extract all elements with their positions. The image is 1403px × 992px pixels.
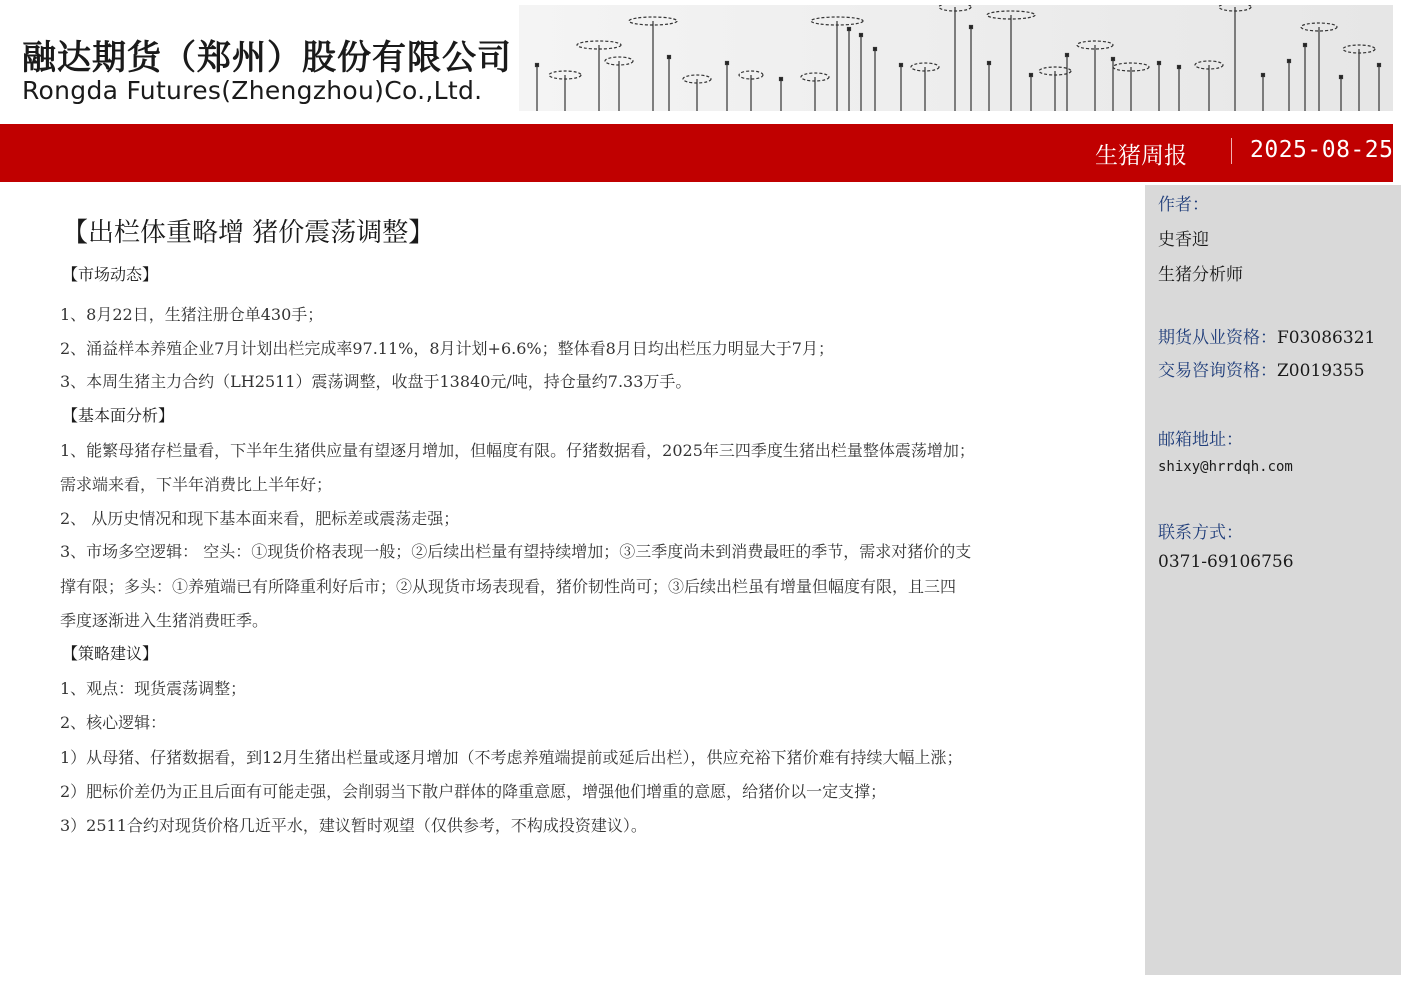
paragraph-line: 2、核心逻辑： [60,713,167,732]
paragraph-line: 1、8月22日，生猪注册仓单430手； [60,305,324,324]
paragraph-line: 2）肥标价差仍为正且后面有可能走强，会削弱当下散户群体的降重意愿，增强他们增重的意愿，给猪价以一定支撑； [60,782,887,801]
paragraph-line: 需求端来看，下半年消费比上半年好； [60,475,333,494]
paragraph-line: 3、市场多空逻辑： 空头：①现货价格表现一般；②后续出栏量有望持续增加；③三季度尚未到消费最旺的季节，需求对猪价的支 [60,542,972,561]
report-type: 生猪周报 [1095,143,1187,169]
author-name: 史香迎 [1158,230,1209,250]
paragraph-line: 3）2511合约对现货价格几近平水，建议暂时观望（仅供参考，不构成投资建议）。 [60,816,647,835]
report-date: 2025-08-25 [1250,137,1394,163]
paragraph-line: 1、能繁母猪存栏量看，下半年生猪供应量有望逐月增加，但幅度有限。仔猪数据看，2025年三四季度生猪出栏量整体震荡增加； [60,441,975,460]
header-divider [1231,138,1232,164]
section-heading-market: 【市场动态】 [62,265,159,284]
paragraph-line: 3、本周生猪主力合约（LH2511）震荡调整，收盘于13840元/吨，持仓量约7.33万手。 [60,372,692,391]
consulting-qualification [1158,356,1365,381]
contact-phone: 0371-69106756 [1158,552,1294,572]
section-heading-fundamentals: 【基本面分析】 [62,406,175,425]
author-sidebar [1145,185,1401,975]
article-title: 【出栏体重略增 猪价震荡调整】 [62,218,435,248]
contact-label: 联系方式： [1158,523,1243,543]
author-title: 生猪分析师 [1158,265,1243,285]
futures-qualification [1158,323,1375,348]
consulting-qualification-value: Z0019355 [1277,361,1365,381]
email-address[interactable]: shixy@hrrdqh.com [1158,459,1293,475]
email-label: 邮箱地址： [1158,430,1243,450]
decorative-banner [519,5,1393,111]
consulting-qualification-label: 交易咨询资格： [1158,361,1277,381]
futures-qualification-value: F03086321 [1277,328,1376,348]
paragraph-line: 2、涌益样本养殖企业7月计划出栏完成率97.11%，8月计划+6.6%；整体看8月日均出栏压力明显大于7月； [60,339,834,358]
paragraph-line: 1）从母猪、仔猪数据看，到12月生猪出栏量或逐月增加（不考虑养殖端提前或延后出栏），供应充裕下猪价难有持续大幅上涨； [60,748,963,767]
paragraph-line: 季度逐渐进入生猪消费旺季。 [60,611,269,630]
company-name-en: Rongda Futures(Zhengzhou)Co.,Ltd. [22,76,483,105]
paragraph-line: 撑有限；多头：①养殖端已有所降重利好后市；②从现货市场表现看，猪价韧性尚可；③后续出栏虽有增量但幅度有限，且三四 [60,577,957,596]
company-name-cn: 融达期货（郑州）股份有限公司 [22,38,512,78]
futures-qualification-label: 期货从业资格： [1158,328,1277,348]
author-label: 作者： [1158,195,1209,215]
section-heading-strategy: 【策略建议】 [62,644,159,663]
paragraph-line: 2、 从历史情况和现下基本面来看，肥标差或震荡走强； [60,509,460,528]
paragraph-line: 1、观点：现货震荡调整； [60,679,247,698]
